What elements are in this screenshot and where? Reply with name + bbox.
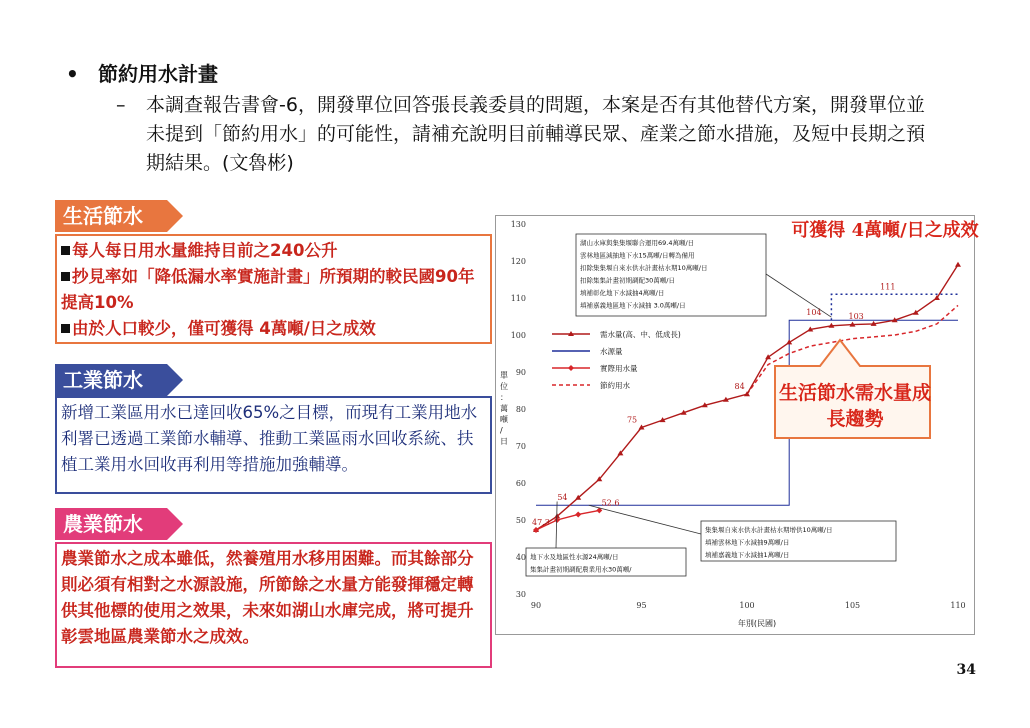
note-text: 地下水及地區性水源24萬噸/日 bbox=[530, 553, 619, 561]
data-label: 104 bbox=[806, 308, 822, 318]
note-pointer bbox=[589, 505, 701, 534]
y-tick-label: 80 bbox=[515, 405, 526, 414]
life-item: 由於人口較少，僅可獲得 4萬噸/日之成效 bbox=[61, 316, 486, 342]
y-axis-label-char: / bbox=[500, 426, 503, 435]
y-tick-label: 100 bbox=[510, 331, 526, 340]
x-tick-label: 100 bbox=[739, 601, 755, 610]
legend-label: 水源量 bbox=[600, 347, 623, 356]
agriculture-conservation-tag: 農業節水 bbox=[55, 508, 167, 540]
data-label: 111 bbox=[880, 282, 896, 292]
y-tick-label: 50 bbox=[515, 516, 526, 525]
y-axis-label-char: ： bbox=[500, 393, 508, 402]
y-tick-label: 60 bbox=[515, 479, 526, 488]
x-tick-label: 110 bbox=[950, 601, 966, 610]
y-tick-label: 30 bbox=[515, 590, 526, 599]
square-bullet-icon bbox=[61, 272, 70, 281]
data-label: 75 bbox=[626, 415, 638, 425]
y-axis-label-char: 萬 bbox=[500, 404, 508, 413]
note-text: 湖山水庫與集集堰聯合運用69.4萬噸/日 bbox=[580, 239, 695, 247]
y-tick-label: 110 bbox=[510, 294, 526, 303]
industry-conservation-tag: 工業節水 bbox=[55, 364, 167, 396]
industry-text: 新增工業區用水已達回收65%之目標，而現有工業用地水利署已透過工業節水輔導、推動工業區雨水回收系統、扶植工業用水回收再利用等措施加強輔導。 bbox=[61, 403, 478, 474]
note-pointer bbox=[766, 274, 831, 317]
life-item: 每人每日用水量維持目前之240公升 bbox=[61, 238, 486, 264]
data-label: 52.6 bbox=[601, 498, 620, 508]
y-axis-label-char: 單 bbox=[500, 371, 508, 380]
note-text: 扣除集集堰自來水供水計畫枯水期10萬噸/日 bbox=[580, 264, 708, 272]
note-text: 填補嘉義地下水減抽1萬噸/日 bbox=[705, 551, 790, 559]
note-text: 填補雲林地下水減抽9萬噸/日 bbox=[705, 538, 790, 547]
y-tick-label: 40 bbox=[515, 553, 526, 562]
y-tick-label: 70 bbox=[515, 442, 526, 451]
legend-label: 實際用水量 bbox=[600, 364, 638, 373]
legend-label: 節約用水 bbox=[600, 381, 630, 390]
y-tick-label: 120 bbox=[510, 257, 526, 266]
note-pointer bbox=[556, 502, 557, 549]
demand-point bbox=[955, 262, 961, 267]
life-conservation-tag: 生活節水 bbox=[55, 200, 167, 232]
square-bullet-icon bbox=[61, 324, 70, 333]
y-axis-label-char: 日 bbox=[500, 437, 508, 446]
industry-conservation-box bbox=[55, 396, 492, 494]
y-tick-label: 130 bbox=[510, 220, 526, 229]
x-tick-label: 105 bbox=[844, 601, 861, 610]
legend-label: 需水量(高、中、低成長) bbox=[600, 330, 681, 339]
x-tick-label: 95 bbox=[636, 601, 647, 610]
y-tick-label: 90 bbox=[515, 368, 526, 377]
agriculture-conservation-box bbox=[55, 542, 492, 668]
sub-bullet-dash: – bbox=[116, 94, 126, 116]
actual-point bbox=[575, 511, 581, 517]
note-text: 扣除集集計畫初期調配30萬噸/日 bbox=[580, 276, 675, 285]
question-text: 本調查報告書會-6，開發單位回答張長義委員的問題，本案是否有其他替代方案，開發單位並未提到「節約用水」的可能性，請補充說明目前輔導民眾、產業之節水措施，及短中長期之預期結果。(文魯彬) bbox=[146, 94, 926, 174]
life-conservation-box bbox=[55, 234, 492, 344]
note-text: 集集計畫初期調配農業用水30萬噸/ bbox=[530, 565, 632, 574]
y-axis-label-char: 噸 bbox=[500, 415, 508, 424]
legend-marker bbox=[568, 365, 574, 371]
data-label: 103 bbox=[848, 311, 864, 321]
x-axis-label: 年別(民國) bbox=[737, 619, 777, 628]
note-text: 填補彰化地下水減抽4萬噸/日 bbox=[580, 289, 665, 297]
life-item: 抄見率如「降低漏水率實施計畫」所預期的較民國90年提高10% bbox=[61, 267, 475, 312]
agriculture-text: 農業節水之成本雖低，然養殖用水移用困難。而其餘部分則必須有相對之水源設施，所節餘之水量方能發揮穩定轉供其他標的使用之效果，未來如湖山水庫完成，將可提升彰雲地區農業節水之成效。 bbox=[61, 549, 474, 646]
square-bullet-icon bbox=[61, 246, 70, 255]
note-text: 填補嘉義地區地下水減抽 3.0萬噸/日 bbox=[580, 301, 686, 310]
gain-callout: 可獲得 4萬噸/日之成效 bbox=[791, 220, 979, 241]
note-text: 集集堰自來水供水計畫枯水期增供10萬噸/日 bbox=[705, 526, 833, 534]
note-text: 雲林地區減抽地下水15萬噸/日轉為備用 bbox=[580, 251, 695, 260]
bullet-point: • bbox=[66, 62, 79, 86]
page-title: 節約用水計畫 bbox=[98, 62, 218, 86]
data-label: 47.3 bbox=[532, 517, 550, 527]
x-tick-label: 90 bbox=[530, 601, 542, 610]
data-label: 84 bbox=[734, 382, 745, 392]
trend-callout: 生活節水需水量成長趨勢 bbox=[778, 382, 931, 430]
page-number: 34 bbox=[956, 662, 976, 678]
data-label: 54 bbox=[557, 493, 568, 503]
y-axis-label-char: 位 bbox=[500, 382, 508, 391]
